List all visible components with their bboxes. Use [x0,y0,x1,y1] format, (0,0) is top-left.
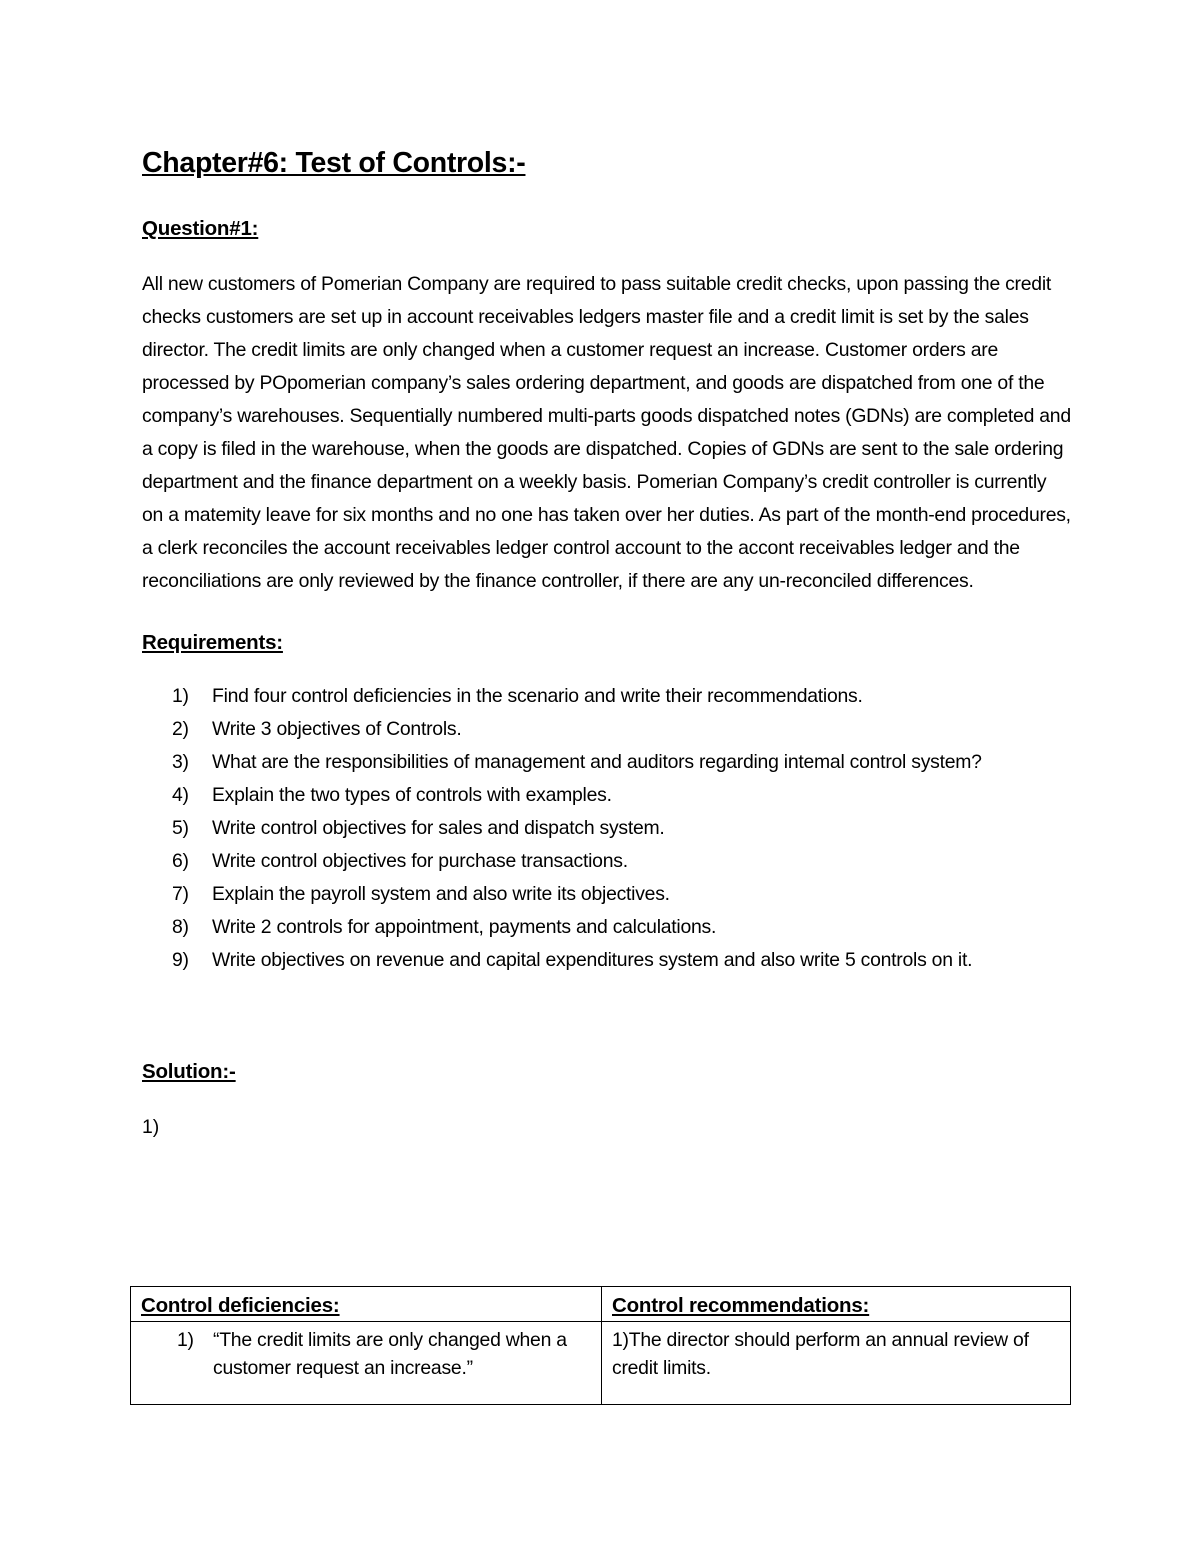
requirements-list [142,680,1072,977]
recommendation-cell [602,1322,1071,1405]
deficiencies-table [130,1286,1071,1405]
requirement-item [142,779,1072,812]
requirement-text: Explain the two types of controls with examples. [212,784,612,806]
requirement-text: Write 3 objectives of Controls. [212,718,462,740]
chapter-title: Chapter#6: Test of Controls:- [142,147,526,179]
recommendation-text: 1)The director should perform an annual review of credit limits. [612,1329,1029,1379]
requirement-text: Write objectives on revenue and capital expenditures system and also write 5 controls on it. [212,949,973,971]
question-heading: Question#1: [142,217,259,240]
header-control-deficiencies: Control deficiencies: [131,1287,602,1322]
requirement-item [142,746,1072,779]
requirement-number: 5) [172,817,189,839]
requirement-text: What are the responsibilities of management and auditors regarding intemal control system? [212,751,982,773]
document-body [142,140,1072,1144]
requirement-text: Write control objectives for sales and dispatch system. [212,817,665,839]
requirement-item [142,680,1072,713]
requirement-number: 6) [172,850,189,872]
question-paragraph: All new customers of Pomerian Company are required to pass suitable credit checks, upon passing the credit checks customers are set up in account receivables ledgers master file and a credit limit is set by the sales director. The credit limits are only changed when a customer request an increase. Customer orders are processed by POpomerian company’s sales ordering department, and goods are dispatched from one of the company’s warehouses. Sequentially numbered multi-parts goods dispatched notes (GDNs) are completed and a copy is filed in the warehouse, when the goods are dispatched. Copies of GDNs are sent to the sale ordering department and the finance department on a weekly basis. Pomerian Company’s credit controller is currently on a matemity leave for six months and no one has taken over her duties. As part of the month-end procedures, a clerk reconciles the account receivables ledger control account to the accont receivables ledger and the reconciliations are only reviewed by the finance controller, if there are any un-reconciled differences. [142,273,1071,592]
deficiency-number: 1) [177,1329,194,1351]
requirement-number: 3) [172,751,189,773]
requirement-item [142,944,1072,977]
requirement-item [142,878,1072,911]
requirement-text: Write 2 controls for appointment, payments and calculations. [212,916,717,938]
deficiency-cell [131,1322,602,1405]
solution-heading: Solution:- [142,1060,236,1083]
header-control-recommendations: Control recommendations: [602,1287,1071,1322]
requirement-number: 9) [172,949,189,971]
table-header-row [131,1287,1071,1322]
requirement-text: Explain the payroll system and also write its objectives. [212,883,670,905]
solution-number: 1) [142,1116,160,1138]
requirement-text: Write control objectives for purchase transactions. [212,850,628,872]
requirement-text: Find four control deficiencies in the scenario and write their recommendations. [212,685,863,707]
requirement-number: 4) [172,784,189,806]
requirement-item [142,845,1072,878]
table-row [131,1322,1071,1405]
requirements-heading: Requirements: [142,631,283,654]
requirement-item [142,812,1072,845]
requirement-number: 2) [172,718,189,740]
deficiency-text: “The credit limits are only changed when a customer request an increase.” [213,1329,567,1379]
requirement-number: 8) [172,916,189,938]
requirement-item [142,911,1072,944]
requirement-number: 7) [172,883,189,905]
requirement-item [142,713,1072,746]
requirement-number: 1) [172,685,189,707]
